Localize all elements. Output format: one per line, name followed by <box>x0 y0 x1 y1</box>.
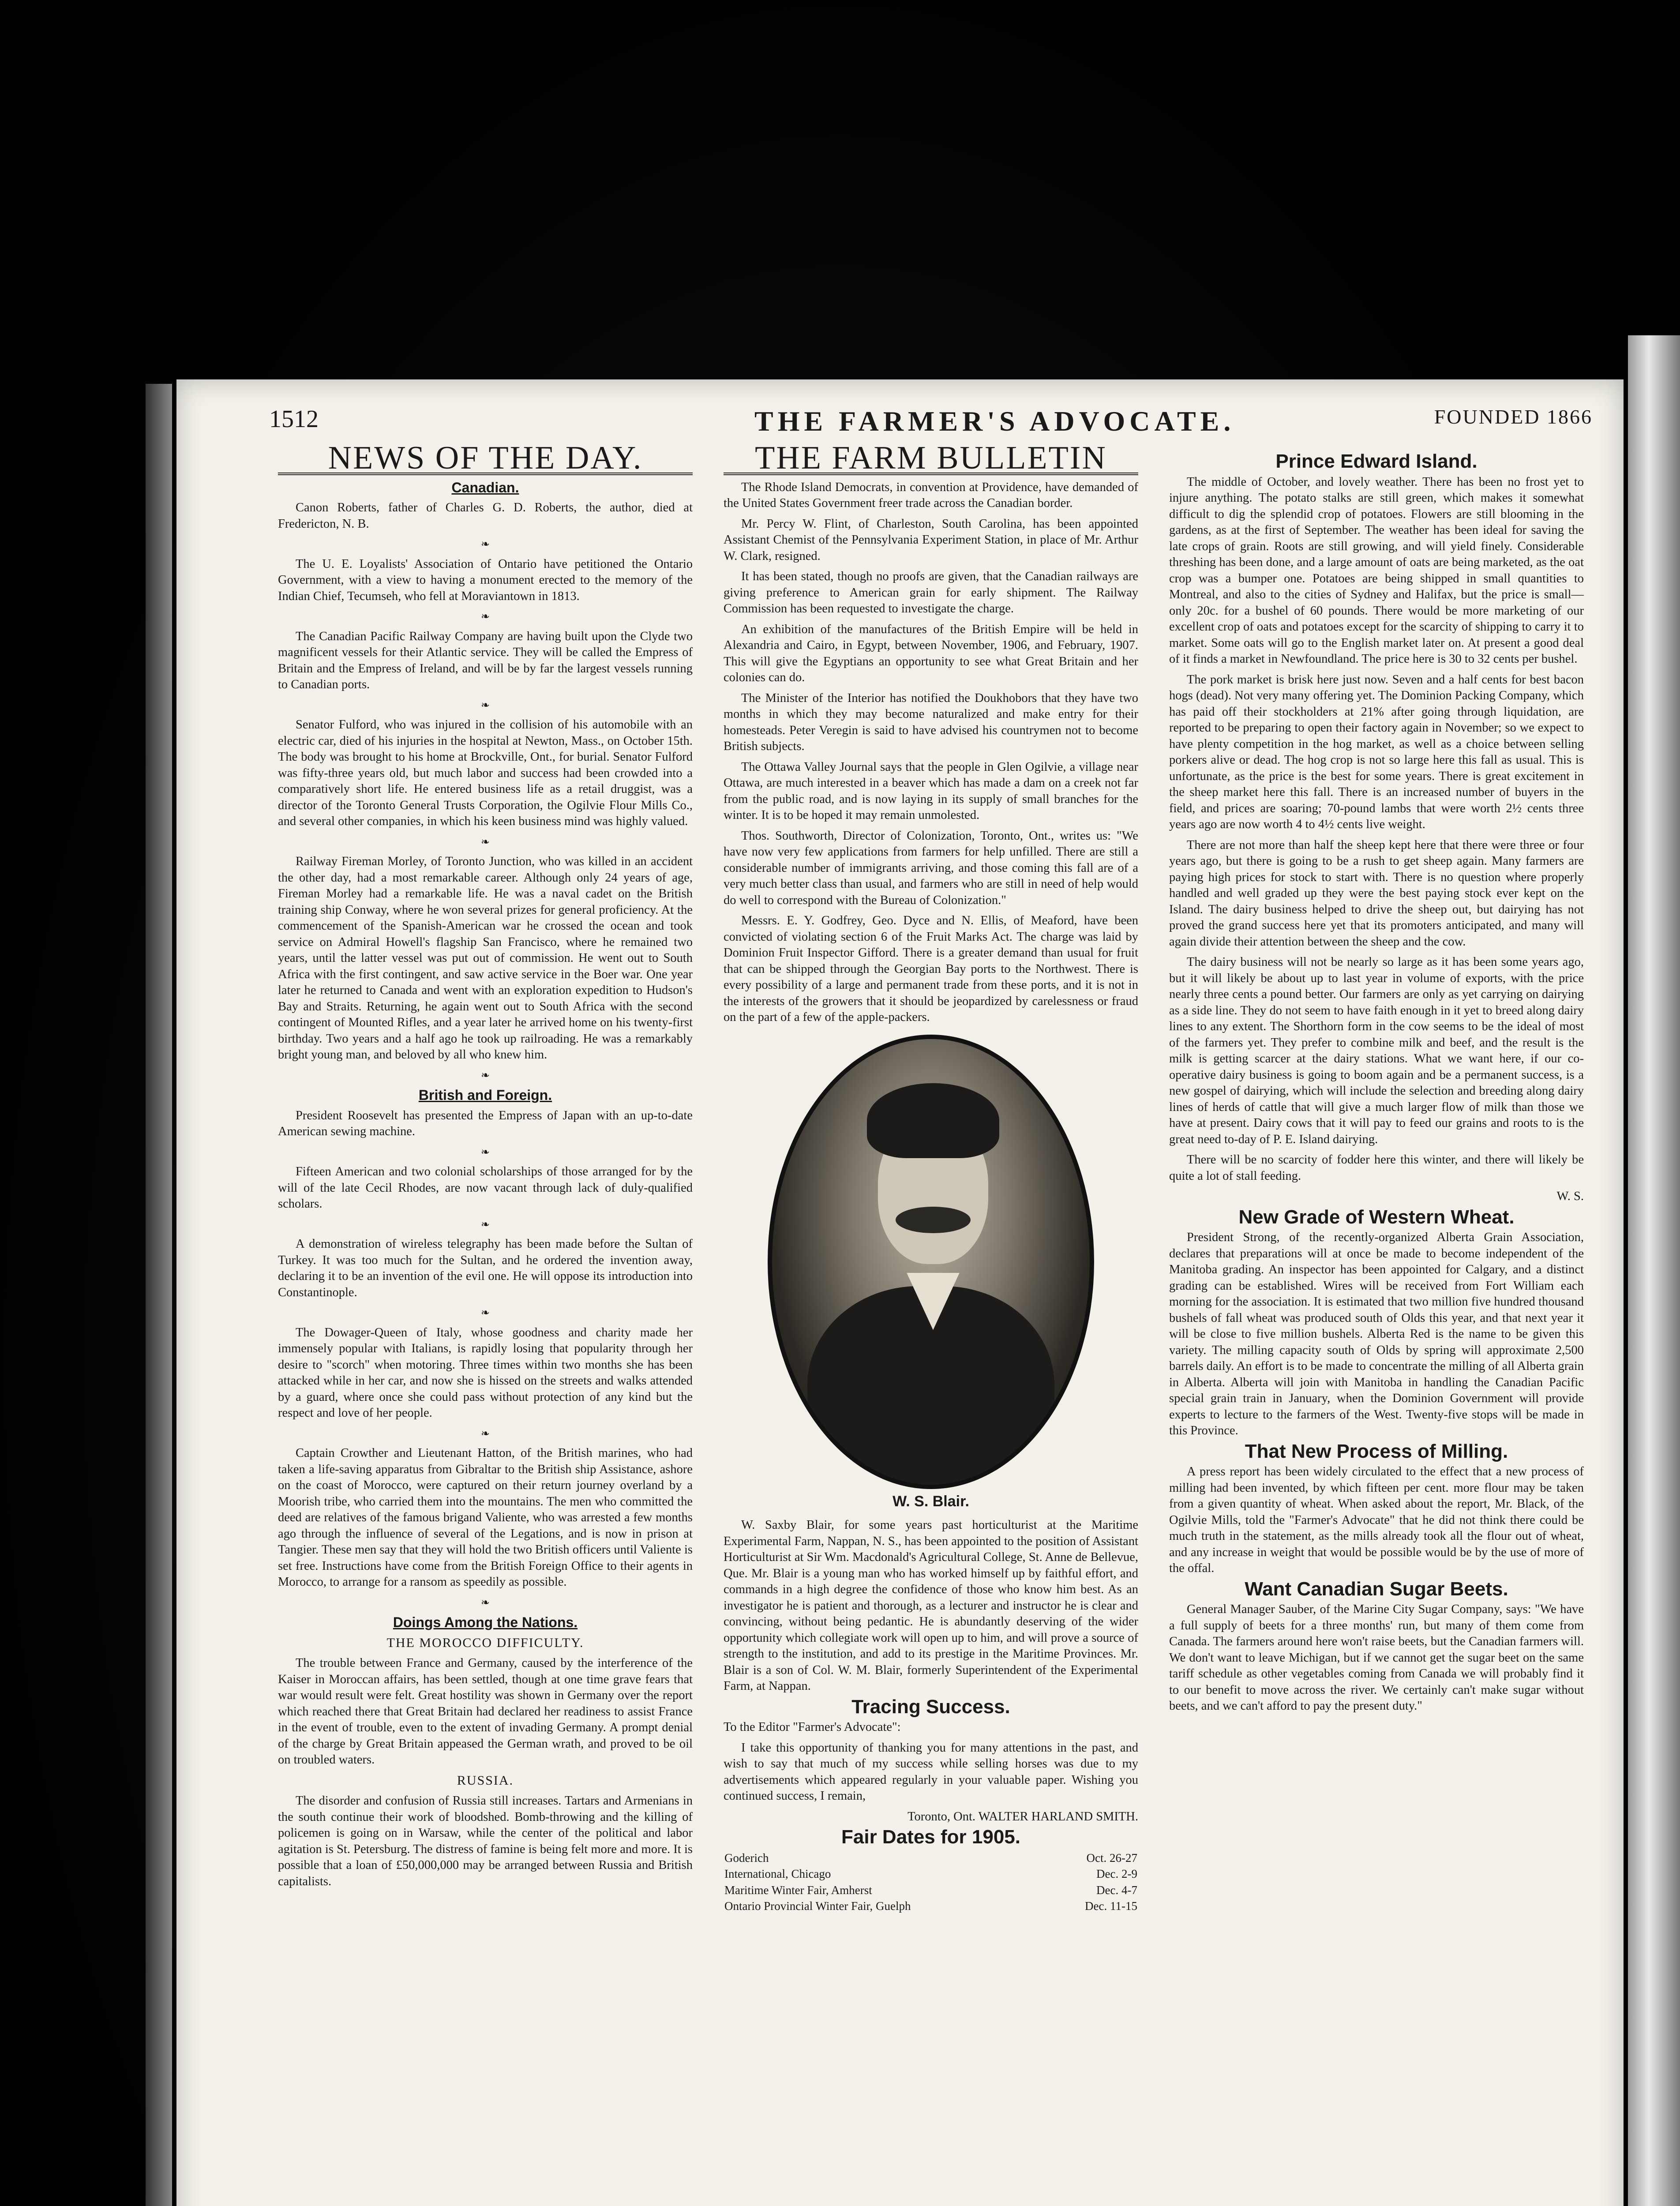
section-heading-farm-bulletin: THE FARM BULLETIN <box>724 450 1138 475</box>
separator-glyph: ❧ <box>480 836 490 848</box>
article-paragraph: The Rhode Island Democrats, in convention at Providence, have demanded of the United States Government freer trade across the Canadian border. <box>724 480 1138 510</box>
separator-glyph: ❧ <box>480 1219 490 1231</box>
masthead <box>269 405 1593 445</box>
article-paragraph: The disorder and confusion of Russia still increases. Tartars and Armenians in the south continue their work of bloodshed. Bomb-throwing and the killing of policemen is going on in Warsaw, while the center of the political and labor agitation is St. Petersburg. The distress of famine is being felt more and more. It is possible that a loan of £50,000,000 may be arranged between Russia and British capitalists. <box>278 1794 693 1888</box>
article-paragraph: A press report has been widely circulated to the effect that a new process of milling had been invented, by which fifteen per cent. more flour may be taken from a given quantity of wheat. When asked about the report, Mr. Black, of the Ogilvie Mills, told the "Farmer's Advocate" that he did not think there could be much truth in the statement, as the mills already took all the flour out of wheat, and any increase in weight that would be possible would be by the use of more of the offal. <box>1169 1465 1584 1575</box>
article-paragraph: There are not more than half the sheep kept here that there were three or four years ago, but there is going to be a rush to get sheep again. Many farmers are paying high prices for stock to start with. There is no question where properly handled and well graded up they were the best paying stock ever kept on the Island. The dairy business helped to drive the sheep out, but dairying has not proved the grand success here yet that its promoters anticipated, and many will again divide their attention between the sheep and the cow. <box>1169 838 1584 949</box>
article-paragraph: Mr. Percy W. Flint, of Charleston, South Carolina, has been appointed Assistant Chemist of the Pennsylvania Experiment Station, in place of Mr. Arthur W. Clark, resigned. <box>724 517 1138 563</box>
letter-salutation: To the Editor "Farmer's Advocate": <box>724 1720 901 1734</box>
article-paragraph: The dairy business will not be nearly so large as it has been some years ago, but it will likely be about up to last year in volume of exports, with the price nearly three cents a pound better. Our farmers are only as yet carrying on dairying as a side line. They do not seem to have faith enough in it yet to breed along dairy lines to any extent. The Shorthorn form in the cow seems to be the ideal of most of the farmers yet. They prefer to combine milk and beef, and the result is the milk is getting scarcer at the dairy stations. What we want here, if our co-operative dairy business is going to boom again and be a permanent success, is a new gospel of dairying, which will include the selection and breeding along dairy lines of herds of cattle that will give a much larger flow of milk than those we have at present. Dairy cows that it will pay to feed our grains and roots to is the great need to-day of P. E. Island dairying. <box>1169 955 1584 1146</box>
article-paragraph: There will be no scarcity of fodder here this winter, and there will likely be quite a lot of stall feeding. <box>1169 1153 1584 1183</box>
article-paragraph: Thos. Southworth, Director of Colonization, Toronto, Ont., writes us: "We have now very few applications from farmers for help unfilled. There are still a considerable number of immigrants arriving, and those coming this fall are of a very much better class than usual, and farmers who are still in need of help would do well to correspond with the Bureau of Colonization." <box>724 829 1138 907</box>
table-row <box>724 1882 1138 1898</box>
fair-dates: Dec. 11-15 <box>1085 1899 1137 1913</box>
portrait-caption: W. S. Blair. <box>892 1493 969 1510</box>
article-paragraph: The Dowager-Queen of Italy, whose goodness and charity made her immensely popular with Italians, is rapidly losing that popularity through her desire to "scorch" when motoring. Three times within two months she has been attacked while in her car, and now she is hissed on the streets and walks attended by a guard, where once she could pass without protection of any kind but the respect and love of her people. <box>278 1325 693 1420</box>
article-paragraph: I take this opportunity of thanking you for many attentions in the past, and wish to say that much of my success while selling horses was due to my advertisements which appeared regularly in your valuable paper. Wishing you continued success, I remain, <box>724 1741 1138 1803</box>
separator-glyph: ❧ <box>480 1428 490 1440</box>
article-paragraph: The Canadian Pacific Railway Company are having built upon the Clyde two magnificent vessels for their Atlantic service. They will be called the Empress of Britain and the Empress of Ireland, and will be by far the largest vessels running to Canadian ports. <box>278 629 693 691</box>
subhead-doings-nations: Doings Among the Nations. <box>393 1614 578 1630</box>
fair-dates: Dec. 2-9 <box>1096 1867 1137 1880</box>
subhead-russia: RUSSIA. <box>457 1773 514 1788</box>
table-row <box>724 1898 1138 1914</box>
article-paragraph: Fifteen American and two colonial scholarships of those arranged for by the will of the late Cecil Rhodes, are now vacant through lack of duly-qualified scholars. <box>278 1165 693 1211</box>
subhead-fair-dates: Fair Dates for 1905. <box>841 1826 1020 1848</box>
column-provincial-news <box>1169 450 1584 1719</box>
letter-signoff: Toronto, Ont. WALTER HARLAND SMITH. <box>908 1809 1138 1823</box>
column-news-of-the-day <box>278 440 693 1894</box>
fair-dates: Dec. 4-7 <box>1096 1883 1137 1897</box>
article-paragraph: President Roosevelt has presented the Empress of Japan with an up-to-date American sewing machine. <box>278 1108 693 1138</box>
separator-glyph: ❧ <box>480 699 490 711</box>
paper-title: THE FARMER'S ADVOCATE. <box>754 405 1235 437</box>
subhead-canadian: Canadian. <box>451 479 519 495</box>
article-paragraph: An exhibition of the manufactures of the British Empire will be held in Alexandria and Cairo, in Egypt, between November, 1906, and February, 1907. This will give the Egyptians an opportunity to see what Great Britain and her colonies can do. <box>724 622 1138 684</box>
subhead-morocco: THE MOROCCO DIFFICULTY. <box>386 1635 584 1650</box>
article-paragraph: It has been stated, though no proofs are given, that the Canadian railways are giving preference to American grain for early shipment. The Railway Commission has been requested to investigate the charge. <box>724 570 1138 615</box>
article-paragraph: The Minister of the Interior has notified the Doukhobors that they have two months in which they may become naturalized and make entry for their homesteads. Peter Veregin is said to have advised his countrymen not to become British subjects. <box>724 691 1138 753</box>
newspaper-page <box>176 379 1624 2206</box>
subhead-british-foreign: British and Foreign. <box>418 1087 552 1103</box>
article-paragraph: General Manager Sauber, of the Marine City Sugar Company, says: "We have a full supply of beets for a three months' run, but many of them come from Canada. The farmers around here won't raise beets, but the Canadian farmers will. We don't want to leave Michigan, but if we cannot get the sugar beet on the same tariff schedule as other vegetables coming from Canada we will probably find it to our benefit to move across the river. We certainly can't make sugar without beets, and we can't afford to pay the present duty." <box>1169 1602 1584 1713</box>
article-signoff: W. S. <box>1556 1189 1584 1203</box>
fair-name: Ontario Provincial Winter Fair, Guelph <box>724 1899 911 1913</box>
article-paragraph: A demonstration of wireless telegraphy has been made before the Sultan of Turkey. It was too much for the Sultan, and he ordered the invention away, declaring it to be an invention of the evil one. He will oppose its introduction into Constantinople. <box>278 1237 693 1299</box>
subhead-prince-edward-island: Prince Edward Island. <box>1275 450 1478 472</box>
table-row <box>724 1850 1138 1866</box>
separator-glyph: ❧ <box>480 1146 490 1158</box>
binding-edge <box>146 384 172 2206</box>
article-paragraph: Canon Roberts, father of Charles G. D. Roberts, the author, died at Fredericton, N. B. <box>278 501 693 531</box>
subhead-milling: That New Process of Milling. <box>1245 1440 1508 1462</box>
article-paragraph: The pork market is brisk here just now. Seven and a half cents for best bacon hogs (dead). Not very many offering yet. The Dominion Packing Company, which has paid off their stockholders at 21% after going through liquidation, are reported to be preparing to open their factory again in November; so we expect to have plenty competition in the hog market, as well as a choice between selling porkers alive or dead. The hog crop is not so large here this fall as usual. This is unfortunate, as the price is the best for some years. There is great excitement in the sheep market here this fall. There is an increased number of buyers in the field, and prices are soaring; 70-pound lambs that were worth 2½ cents three years ago are now worth 4 to 4½ cents live weight. <box>1169 672 1584 831</box>
article-paragraph: The Ottawa Valley Journal says that the people in Glen Ogilvie, a village near Ottawa, are much interested in a beaver which has made a dam on a creek not far from the public road, and is now laying in its supply of small branches for the winter. It is to be hoped it may remain unmolested. <box>724 760 1138 822</box>
fair-name: Maritime Winter Fair, Amherst <box>724 1883 872 1897</box>
founded-line: FOUNDED 1866 <box>1434 405 1593 428</box>
separator-glyph: ❧ <box>480 1069 490 1081</box>
article-paragraph: Messrs. E. Y. Godfrey, Geo. Dyce and N. Ellis, of Meaford, have been convicted of violating section 6 of the Fruit Marks Act. The charge was laid by Dominion Fruit Inspector Gifford. There is a greater demand than usual for fruit that can be shipped through the Georgian Bay ports to the Northwest. There is every possibility of a large and permanent trade from these ports, and it is not in the interests of the growers that it should be jeopardized by carelessness or fraud on the part of a few of the apple-packers. <box>724 914 1138 1024</box>
fair-dates-table <box>724 1850 1138 1914</box>
article-paragraph: The trouble between France and Germany, caused by the interference of the Kaiser in Moroccan affairs, has been settled, though at one time grave fears that war would result were felt. Great hostility was shown in Germany over the report which reached there that Great Britain had declared her readiness to assist France in the event of trouble, even to the extent of invading Germany. A prompt denial of the charge by Great Britain appeased the German wrath, and proved to be oil on troubled waters. <box>278 1656 693 1767</box>
portrait-photo <box>768 1035 1094 1489</box>
article-paragraph: The U. E. Loyalists' Association of Ontario have petitioned the Ontario Government, with a view to having a monument erected to the memory of the Indian Chief, Tecumseh, who fell at Moraviantown in 1813. <box>278 557 693 603</box>
fair-dates: Oct. 26-27 <box>1086 1851 1137 1865</box>
next-page-edge <box>1628 335 1680 2206</box>
article-paragraph: Senator Fulford, who was injured in the collision of his automobile with an electric car, died of his injuries in the hospital at Newton, Mass., on October 15th. The body was brought to his home at Brockville, Ont., for burial. Senator Fulford was fifty-three years old, but much labor and success had been crowded into a comparatively short life. He entered business life as a retail druggist, was a director of the Toronto General Trusts Corporation, the Ogilvie Flour Mills Co., and several other companies, in which his keen business mind was highly valued. <box>278 718 693 828</box>
subhead-tracing-success: Tracing Success. <box>851 1696 1010 1718</box>
separator-glyph: ❧ <box>480 539 490 550</box>
separator-glyph: ❧ <box>480 1307 490 1319</box>
section-heading-news: NEWS OF THE DAY. <box>278 450 693 475</box>
table-row <box>724 1866 1138 1882</box>
subhead-western-wheat: New Grade of Western Wheat. <box>1238 1206 1515 1228</box>
article-paragraph: W. Saxby Blair, for some years past horticulturist at the Maritime Experimental Farm, Nappan, N. S., has been appointed to the position of Assistant Horticulturist at Sir Wm. Macdonald's Agricultural College, St. Anne de Bellevue, Que. Mr. Blair is a young man who has worked himself up by faithful effort, and commands in a high degree the confidence of those who know him best. As an investigator he is patient and thorough, as a lecturer and instructor he is clear and convincing, without being pedantic. He is abundantly deserving of the wider opportunity which collegiate work will open up to him, and will prove a source of strength to the institution, and add to its prestige in the Maritime Provinces. Mr. Blair is a son of Col. W. M. Blair, formerly Superintendent of the Experimental Farm, at Nappan. <box>724 1518 1138 1693</box>
separator-glyph: ❧ <box>480 611 490 623</box>
subhead-sugar-beets: Want Canadian Sugar Beets. <box>1245 1578 1508 1600</box>
article-paragraph: The middle of October, and lovely weather. There has been no frost yet to injure anything. The potato stalks are still green, which makes it somewhat difficult to dig the splendid crop of potatoes. Flowers are still blooming in the gardens, as at the first of September. The weather has been ideal for saving the late crops of grain. Roots are still growing, and will yield finely. Considerable threshing has been done, and a large amount of oats are being marketed, as the oat crop was a bumper one. Potatoes are being shipped in small quantities to Montreal, and also to the cities of Sydney and Halifax, but the price is small—only 20c. for a bushel of 60 pounds. There would be more marketing of our excellent crop of oats and potatoes except for the scarcity of shipping to carry it to market. Some oats will go to the English market later on. At present a good deal of it finds a market in Newfoundland. The price here is 30 to 32 cents per bushel. <box>1169 475 1584 666</box>
fair-name: International, Chicago <box>724 1867 831 1880</box>
column-farm-bulletin <box>724 440 1138 1914</box>
separator-glyph: ❧ <box>480 1597 490 1609</box>
page-number: 1512 <box>269 405 319 433</box>
article-paragraph: President Strong, of the recently-organized Alberta Grain Association, declares that preparations will at once be made to become independent of the Manitoba grading. An inspector has been appointed for Calgary, and a distinct grading can be established. Wires will be received from Fort William each morning for the association. It is estimated that two million five hundred thousand bushels of fall wheat was produced south of Olds this year, and that next year it will be close to five million bushels. Alberta Red is the name to be given this variety. The milling capacity south of Olds by spring will approximate 2,500 barrels daily. An effort is to be made to concentrate the milling of all Alberta grain in Alberta. Alberta will join with Manitoba in handling the Canadian Pacific special grain train in January, when the Dominion Government will provide experts to lecture to the farmers of the West. Twenty-five stops will be made in this Province. <box>1169 1231 1584 1437</box>
article-paragraph: Captain Crowther and Lieutenant Hatton, of the British marines, who had taken a life-saving apparatus from Gibraltar to the British ship Assistance, ashore on the coast of Morocco, were captured on their return journey overland by a Moorish tribe, who carried them into the mountains. The men who committed the deed are relatives of the famous brigand Valiente, who was arrested a few months ago through the influence of several of the Legations, and is now in prison at Tangier. These men say that they will hold the two British officers until Valiente is set free. Instructions have come from the British Foreign Office to their agents in Morocco, to arrange for a ransom as speedily as possible. <box>278 1446 693 1589</box>
fair-name: Goderich <box>724 1851 769 1865</box>
article-paragraph: Railway Fireman Morley, of Toronto Junction, who was killed in an accident the other day, had a most remarkable career. Although only 24 years of age, Fireman Morley had a remarkable life. He was a naval cadet on the British training ship Conway, where he won several prizes for general proficiency. At the commencement of the Spanish-American war he crossed the ocean and took service on Admiral Howell's flagship San Francisco, where he remained two years, until the latter vessel was put out of commission. He went out to South Africa with the first contingent, and saw active service in the Boer war. One year later he returned to Canada and went with an exploration expedition to Hudson's Bay and Straits. Returning, he again went out to South Africa with the second contingent of Mounted Rifles, and a year later he arrived home on his twenty-first birthday. Two years and a half ago he took up railroading. He was a remarkably bright young man, and beloved by all who knew him. <box>278 855 693 1062</box>
